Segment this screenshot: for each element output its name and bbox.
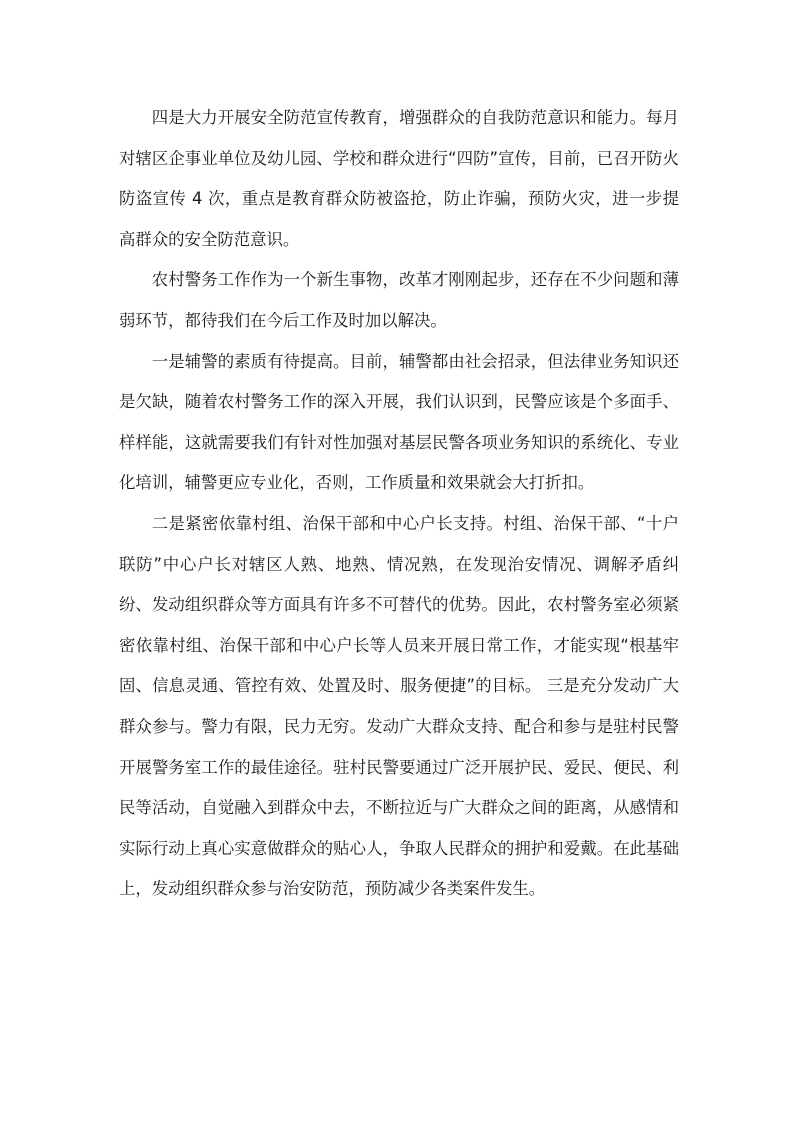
paragraph-nongcun-jingwu: 农村警务工作作为一个新生事物，改革才刚刚起步，还存在不少问题和薄弱环节，都待我们在今后工作及时加以解决。 [119, 270, 679, 330]
paragraph-fangfan-xuanchuan: 四是大力开展安全防范宣传教育，增强群众的自我防范意识和能力。每月对辖区企事业单位及幼儿园、学校和群众进行“四防”宣传，目前，已召开防火防盗宣传 4 次，重点是教育群众防被盗抢，防止诈骗，预防火灾，进一步提高群众的安全防范意识。 [119, 108, 679, 249]
document-body [119, 98, 679, 910]
paragraph-fujing-suzhi: 一是辅警的素质有待提高。目前，辅警都由社会招录，但法律业务知识还是欠缺，随着农村警务工作的深入开展，我们认识到，民警应该是个多面手、样样能，这就需要我们有针对性加强对基层民警各项业务知识的系统化、专业化培训，辅警更应专业化，否则，工作质量和效果就会大打折扣。 [119, 351, 679, 493]
paragraph-yikao-cunzu: 二是紧密依靠村组、治保干部和中心户长支持。村组、治保干部、“十户联防”中心户长对辖区人熟、地熟、情况熟，在发现治安情况、调解矛盾纠纷、发动组织群众等方面具有许多不可替代的优势。因此，农村警务室必须紧密依靠村组、治保干部和中心户长等人员来开展日常工作，才能实现“根基牢固、信息灵通、管控有效、处置及时、服务便捷”的目标。 三是充分发动广大群众参与。警力有限，民力无穷。发动广大群众支持、配合和参与是驻村民警开展警务室工作的最佳途径。驻村民警要通过广泛开展护民、爱民、便民、利民等活动，自觉融入到群众中去，不断拉近与广大群众之间的距离，从感情和实际行动上真心实意做群众的贴心人，争取人民群众的拥护和爱戴。在此基础上，发动组织群众参与治安防范，预防减少各类案件发生。 [119, 513, 679, 899]
